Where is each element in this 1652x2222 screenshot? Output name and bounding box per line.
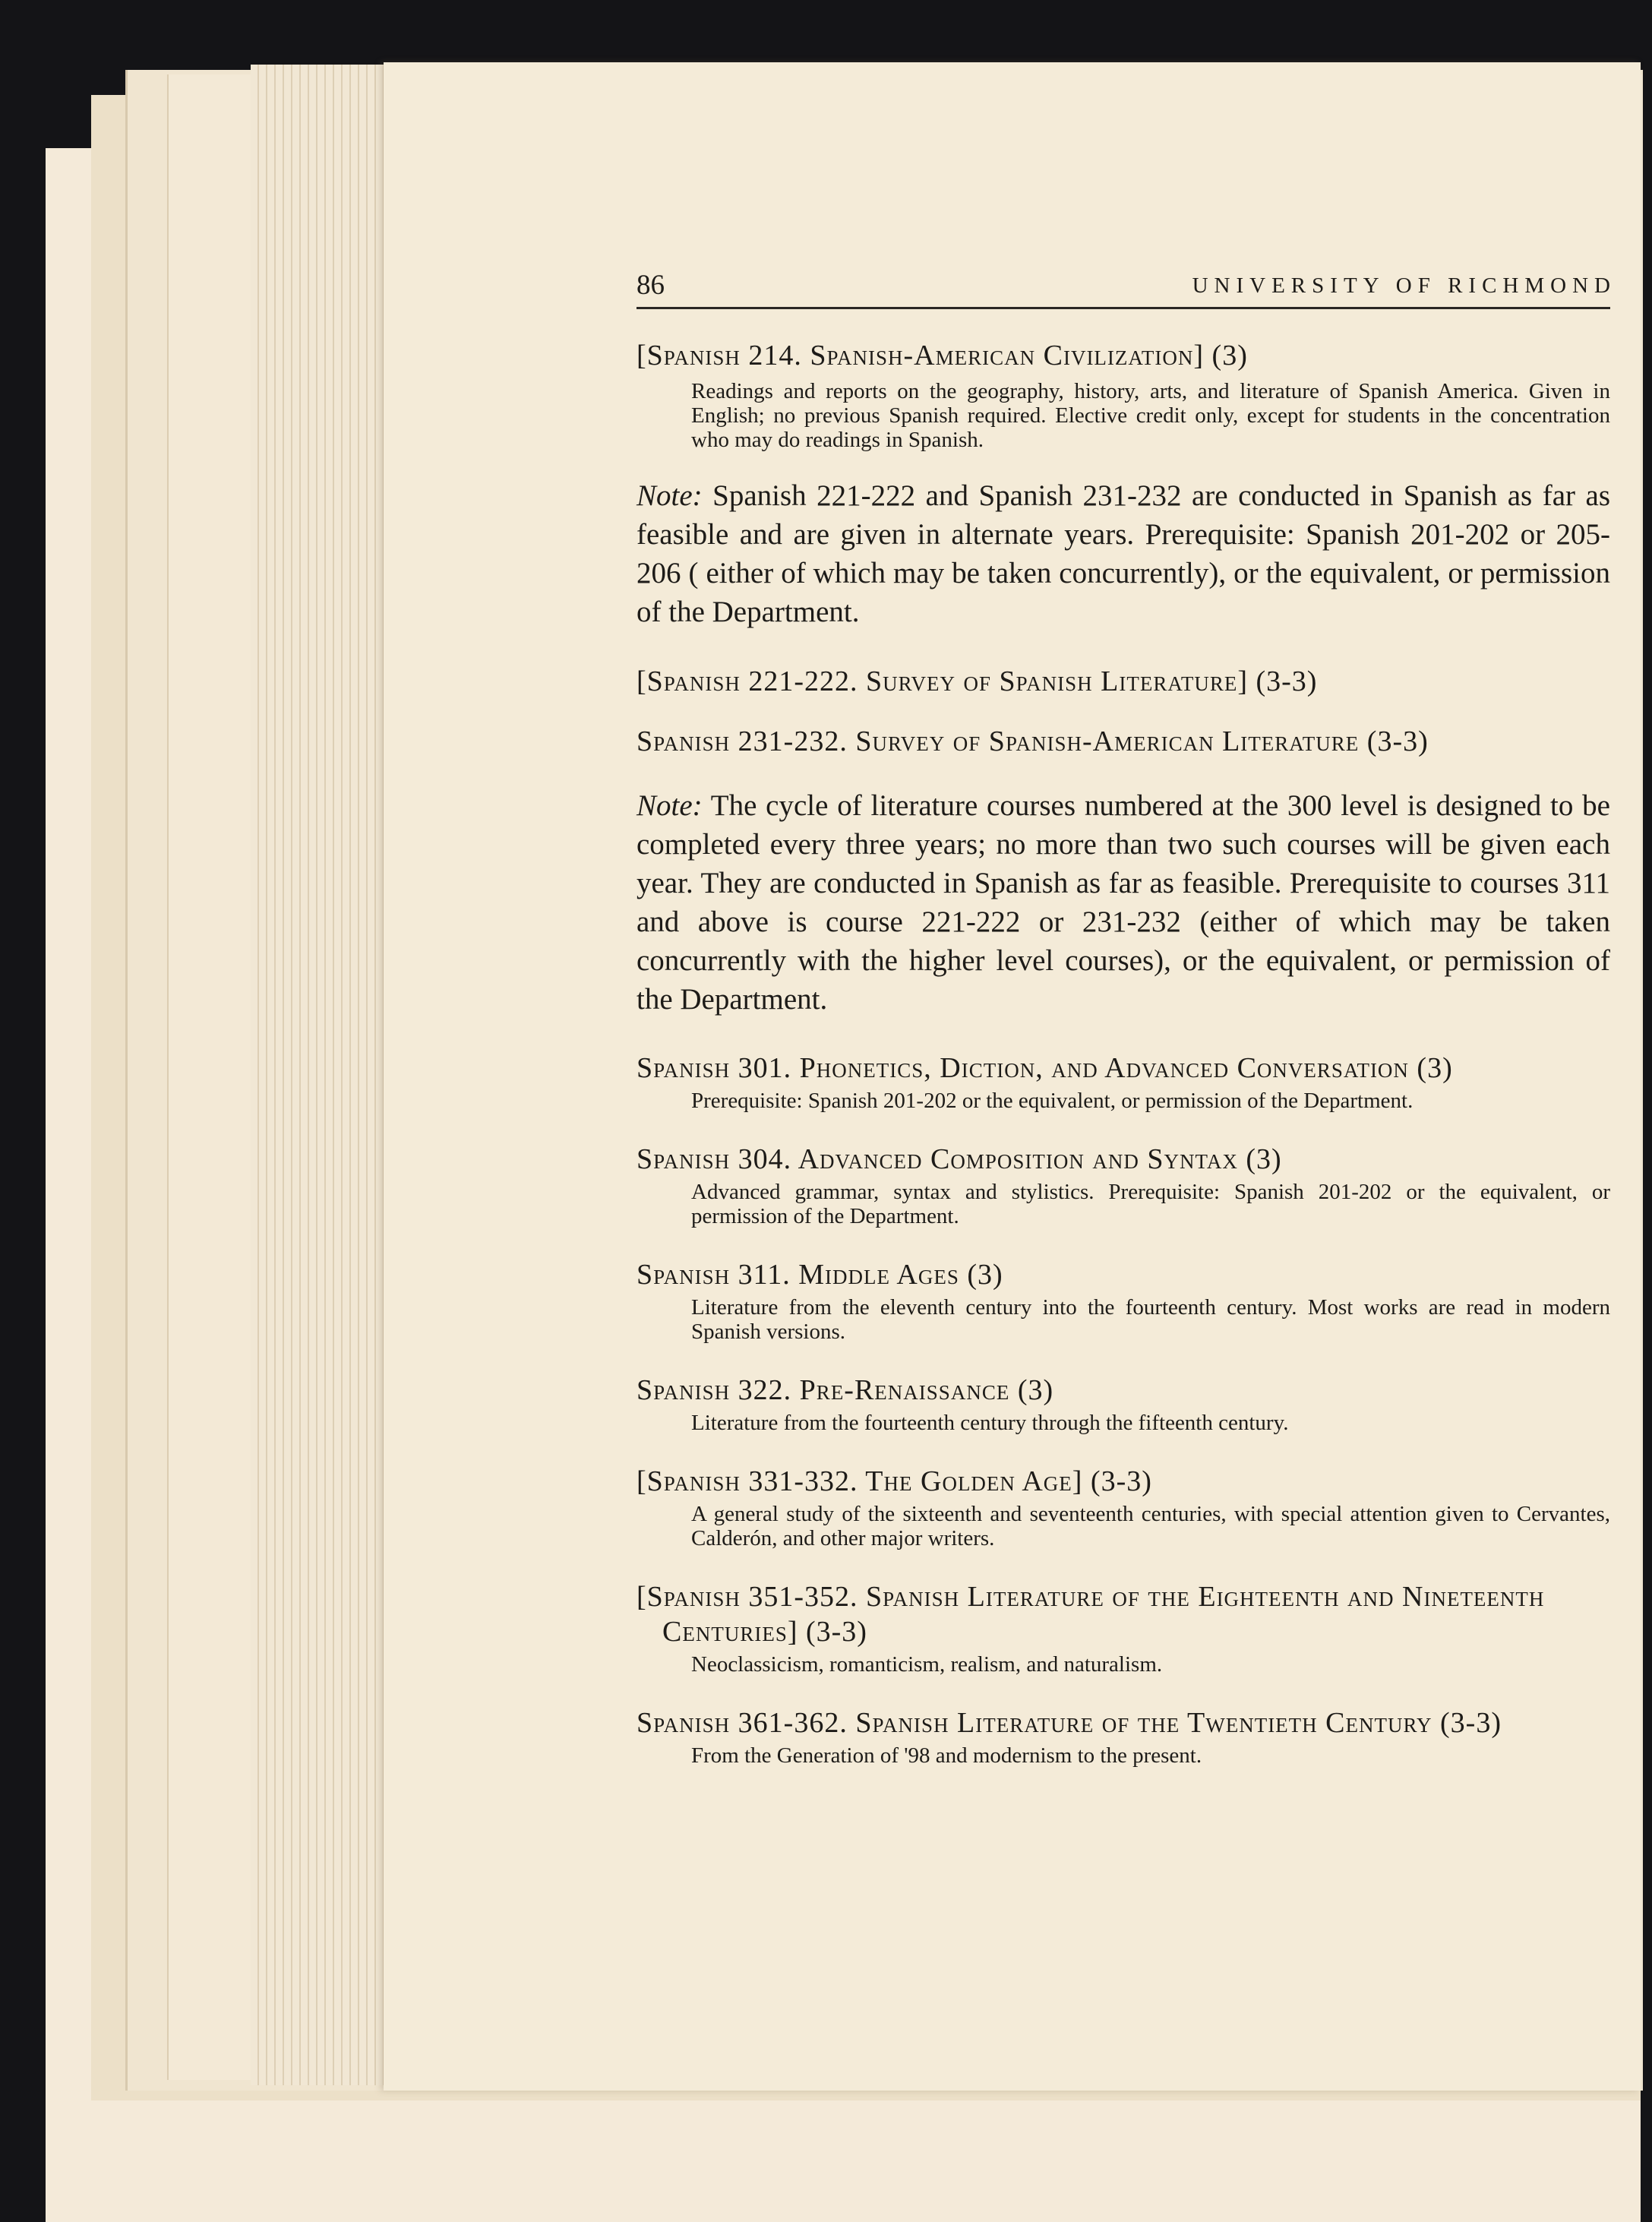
course-description: A general study of the sixteenth and seventeenth centuries, with special attention given to Cervantes, Calderón, and other major writers. xyxy=(691,1502,1610,1550)
course-description: Literature from the fourteenth century through the fifteenth century. xyxy=(691,1411,1289,1435)
course-heading: [Spanish 351-352. Spanish Literature of the Eighteenth and Nineteenth Centuries] (3-3) xyxy=(636,1581,1545,1648)
course-heading: [Spanish 331-332. The Golden Age] (3-3) xyxy=(636,1465,1152,1497)
course-heading: Spanish 301. Phonetics, Diction, and Advanced Conversation (3) xyxy=(636,1052,1453,1084)
course-heading: Spanish 304. Advanced Composition and Syntax (3) xyxy=(636,1143,1282,1175)
course-entry xyxy=(636,724,1610,759)
course-heading: Spanish 322. Pre-Renaissance (3) xyxy=(636,1374,1054,1406)
course-entry xyxy=(636,1051,1610,1113)
course-entry xyxy=(636,664,1610,699)
course-entry xyxy=(636,1464,1610,1550)
note-paragraph xyxy=(636,786,1610,1019)
page-number: 86 xyxy=(636,270,665,301)
page-content xyxy=(636,258,1616,1768)
course-description: Literature from the eleventh century into the fourteenth century. Most works are read in modern Spanish versions. xyxy=(691,1295,1610,1344)
note-label: Note: xyxy=(636,479,703,512)
course-entry xyxy=(636,1579,1610,1677)
note-paragraph xyxy=(636,476,1610,631)
course-entry xyxy=(636,1705,1610,1768)
course-description: Neoclassicism, romanticism, realism, and naturalism. xyxy=(691,1652,1163,1677)
course-heading: Spanish 231-232. Survey of Spanish-American Literature (3-3) xyxy=(636,725,1429,757)
note-text: The cycle of literature courses numbered at the 300 level is designed to be completed every three years; no more than two such courses will be given each year. They are conducted in Spanish as far as feasible. Prerequisite to courses 311 and above is course 221-222 or 231-232 (either of which may be taken concurrently with the higher level courses), or the equivalent, or permission of the Department. xyxy=(636,789,1610,1016)
course-entry xyxy=(636,338,1610,452)
course-heading: [Spanish 214. Spanish-American Civilization] (3) xyxy=(636,340,1248,371)
course-description: From the Generation of '98 and modernism to the present. xyxy=(691,1743,1202,1768)
course-entry xyxy=(636,1142,1610,1228)
running-head: UNIVERSITY OF RICHMOND xyxy=(1192,273,1616,298)
page-header xyxy=(636,258,1616,309)
course-heading: Spanish 361-362. Spanish Literature of the Twentieth Century (3-3) xyxy=(636,1707,1502,1739)
page-edges xyxy=(251,65,387,2085)
note-text: Spanish 221-222 and Spanish 231-232 are conducted in Spanish as far as feasible and are given in alternate years. Prerequisite: Spanish 201-202 or 205-206 ( either of which may be taken concurrently), or the equivalent, or permission of the Department. xyxy=(636,479,1610,628)
course-heading: [Spanish 221-222. Survey of Spanish Literature] (3-3) xyxy=(636,665,1318,697)
course-description: Prerequisite: Spanish 201-202 or the equivalent, or permission of the Department. xyxy=(691,1089,1414,1113)
course-heading: Spanish 311. Middle Ages (3) xyxy=(636,1259,1003,1291)
course-entry xyxy=(636,1257,1610,1344)
course-description: Advanced grammar, syntax and stylistics. Prerequisite: Spanish 201-202 or the equivalent, or permission of the Department. xyxy=(691,1180,1610,1228)
note-label: Note: xyxy=(636,789,703,822)
course-description: Readings and reports on the geography, history, arts, and literature of Spanish America. Given in English; no previous Spanish required. Elective credit only, except for students in the concentration who may do readings in Spanish. xyxy=(691,379,1610,452)
course-entry xyxy=(636,1373,1610,1435)
